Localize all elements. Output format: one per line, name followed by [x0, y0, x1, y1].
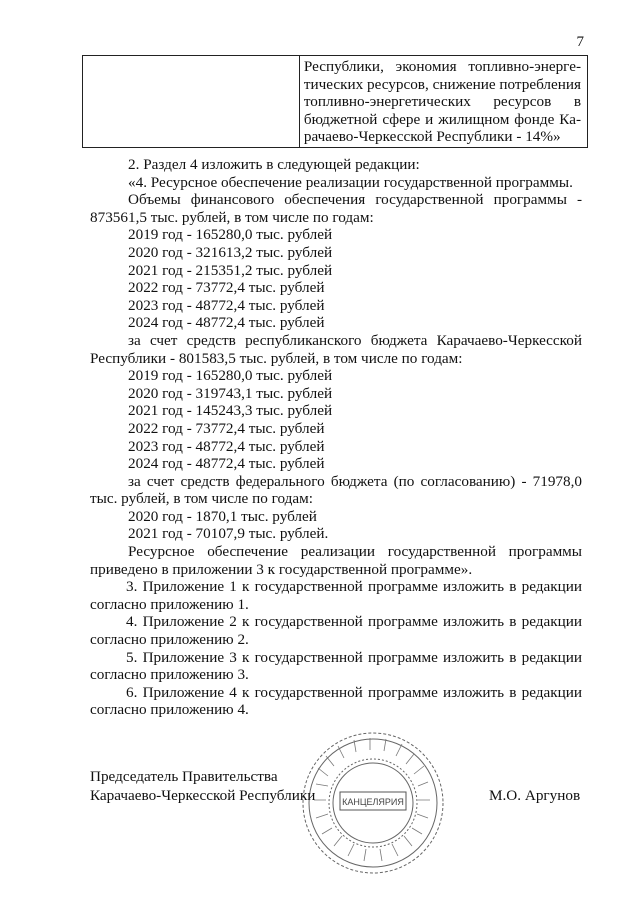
seal-text: КАНЦЕЛЯРИЯ: [342, 797, 404, 807]
paragraph-line: Ресурсное обеспечение реализации государственной программы: [128, 543, 582, 561]
year-amount-line: 2020 год - 321613,2 тыс. рублей: [128, 243, 333, 261]
paragraph-line: 873561,5 тыс. рублей, в том числе по годам:: [90, 208, 374, 226]
page-number: 7: [576, 34, 584, 50]
paragraph-line: 4. Приложение 2 к государственной программе изложить в редакции: [126, 613, 582, 631]
signatory-position: [90, 767, 315, 805]
paragraph-line: Объемы финансового обеспечения государственной программы -: [128, 191, 582, 209]
paragraph-line: Республики - 801583,5 тыс. рублей, в том числе по годам:: [90, 349, 463, 367]
year-amount-line: 2024 год - 48772,4 тыс. рублей: [128, 314, 325, 332]
year-amount-line: 2022 год - 73772,4 тыс. рублей: [128, 419, 325, 437]
continuation-table: [82, 55, 588, 148]
position-line: Председатель Правительства: [90, 768, 278, 785]
year-amount-line: 2020 год - 1870,1 тыс. рублей: [128, 507, 317, 525]
table-line: тических ресурсов, снижение потребления: [303, 75, 581, 93]
year-amount-line: 2023 год - 48772,4 тыс. рублей: [128, 437, 325, 455]
paragraph-line: 2. Раздел 4 изложить в следующей редакции:: [128, 156, 420, 173]
paragraph-line: согласно приложению 3.: [90, 666, 249, 684]
document-body: [90, 156, 582, 719]
year-amount-line: 2020 год - 319743,1 тыс. рублей: [128, 384, 333, 402]
year-amount-line: 2023 год - 48772,4 тыс. рублей: [128, 296, 325, 314]
paragraph-line: за счет средств федерального бюджета (по согласованию) - 71978,0: [128, 472, 582, 490]
year-amount-line: 2024 год - 48772,4 тыс. рублей: [128, 455, 325, 473]
paragraph-line: 3. Приложение 1 к государственной программе изложить в редакции: [126, 578, 582, 596]
signatory-name: М.О. Аргунов: [489, 787, 581, 804]
table-line: рачаево-Черкесской Республики - 14%»: [303, 128, 561, 145]
paragraph-line: «4. Ресурсное обеспечение реализации государственной программы.: [128, 173, 573, 191]
paragraph-line: согласно приложению 4.: [90, 701, 249, 719]
table-line: бюджетной сфере и жилищном фонде Ка-: [303, 110, 581, 128]
year-amount-line: 2022 год - 73772,4 тыс. рублей: [128, 279, 325, 297]
year-amount-line: 2019 год - 165280,0 тыс. рублей: [128, 367, 333, 385]
paragraph-line: приведено в приложении 3 к государственной программе».: [90, 560, 473, 578]
paragraph-line: 5. Приложение 3 к государственной программе изложить в редакции: [126, 648, 582, 666]
year-amount-line: 2021 год - 145243,3 тыс. рублей: [128, 402, 333, 420]
official-seal: [298, 728, 448, 878]
year-amount-line: 2021 год - 215351,2 тыс. рублей: [128, 261, 333, 279]
paragraph-line: согласно приложению 2.: [90, 631, 249, 649]
paragraph-line: согласно приложению 1.: [90, 595, 249, 613]
year-amount-line: 2021 год - 70107,9 тыс. рублей.: [128, 525, 329, 543]
table-right-cell: [300, 56, 587, 147]
paragraph-line: тыс. рублей, в том числе по годам:: [90, 490, 313, 508]
paragraph-line: 6. Приложение 4 к государственной программе изложить в редакции: [126, 683, 582, 701]
paragraph-line: за счет средств республиканского бюджета Карачаево-Черкесской: [128, 331, 582, 349]
table-line: топливно-энергетических ресурсов в: [303, 93, 581, 110]
table-left-cell: [83, 56, 300, 147]
table-line: Республики, экономия топливно-энерге-: [303, 58, 581, 75]
year-amount-line: 2019 год - 165280,0 тыс. рублей: [128, 226, 333, 244]
position-line: Карачаево-Черкесской Республики: [90, 787, 316, 804]
